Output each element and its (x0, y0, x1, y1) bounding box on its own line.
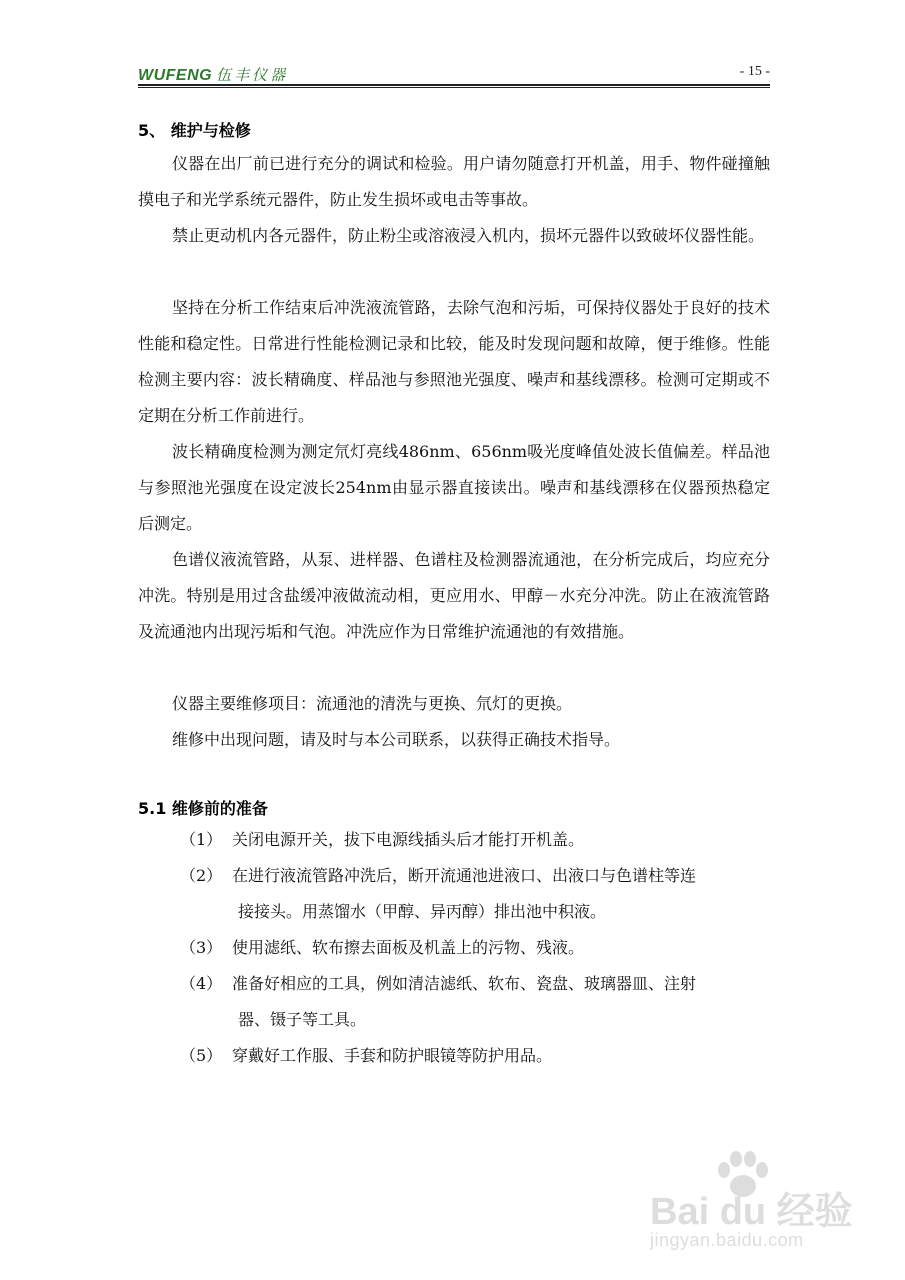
paragraph-6: 仪器主要维修项目：流通池的清洗与更换、氘灯的更换。 (172, 694, 573, 713)
paragraph-5: 色谱仪液流管路，从泵、进样器、色谱柱及检测器流通池，在分析完成后，均应充分冲洗。特别是用过含盐缓冲液做流动相，更应用水、甲醇－水充分冲洗。防止在液流管路及流通池内出现污垢和气泡。冲洗应作为日常维护流通池的有效措施。 (138, 550, 770, 641)
paragraph-4: 波长精确度检测为测定氘灯亮线486nm、656nm吸光度峰值处波长值偏差。样品池与参照池光强度在设定波长254nm由显示器直接读出。噪声和基线漂移在仪器预热稳定后测定。 (138, 442, 770, 533)
list-item-text: 在进行液流管路冲洗后，断开流通池进液口、出液口与色谱柱等连 (232, 866, 697, 885)
paragraph-7: 维修中出现问题，请及时与本公司联系，以获得正确技术指导。 (172, 730, 621, 749)
baidu-jingyan-watermark (640, 1150, 880, 1260)
watermark-url: jingyan.baidu.com (650, 1230, 804, 1250)
section-heading-preparation: 5.1 维修前的准备 (138, 799, 268, 818)
list-item-text: 准备好相应的工具，例如清洁滤纸、软布、瓷盘、玻璃器皿、注射 (232, 974, 697, 993)
watermark-logo-text: Bai du 经验 (650, 1191, 853, 1233)
list-item-text: 关闭电源开关，拔下电源线插头后才能打开机盖。 (232, 830, 585, 849)
paragraph-2: 禁止更动机内各元器件，防止粉尘或溶液浸入机内，损坏元器件以致破坏仪器性能。 (172, 226, 765, 245)
brand-name-cn: 伍丰仪器 (216, 66, 289, 84)
header-divider-thin (138, 87, 770, 88)
header-divider (138, 84, 770, 86)
page-number: - 15 - (739, 64, 770, 79)
list-item-continuation: 器、镊子等工具。 (238, 1010, 367, 1029)
list-item-number: （2） (180, 866, 223, 885)
list-item-number: （1） (180, 830, 223, 849)
list-item-text: 使用滤纸、软布擦去面板及机盖上的污物、残液。 (232, 938, 585, 957)
list-item-number: （5） (180, 1046, 223, 1065)
list-item-number: （4） (180, 974, 223, 993)
list-item-text: 穿戴好工作服、手套和防护眼镜等防护用品。 (232, 1046, 553, 1065)
paragraph-3: 坚持在分析工作结束后冲洗液流管路，去除气泡和污垢，可保持仪器处于良好的技术性能和稳定性。日常进行性能检测记录和比较，能及时发现问题和故障，便于维修。性能检测主要内容：波长精确度、样品池与参照池光强度、噪声和基线漂移。检测可定期或不定期在分析工作前进行。 (138, 298, 770, 425)
list-item-number: （3） (180, 938, 223, 957)
list-item-continuation: 接接头。用蒸馏水（甲醇、异丙醇）排出池中积液。 (238, 902, 607, 921)
brand-name-en: WUFENG (138, 67, 213, 84)
page-header (138, 62, 770, 90)
section-heading-maintenance: 5、 维护与检修 (138, 121, 251, 140)
brand-logo (138, 64, 288, 85)
paragraph-1: 仪器在出厂前已进行充分的调试和检验。用户请勿随意打开机盖，用手、物件碰撞触摸电子和光学系统元器件，防止发生损坏或电击等事故。 (138, 154, 770, 209)
